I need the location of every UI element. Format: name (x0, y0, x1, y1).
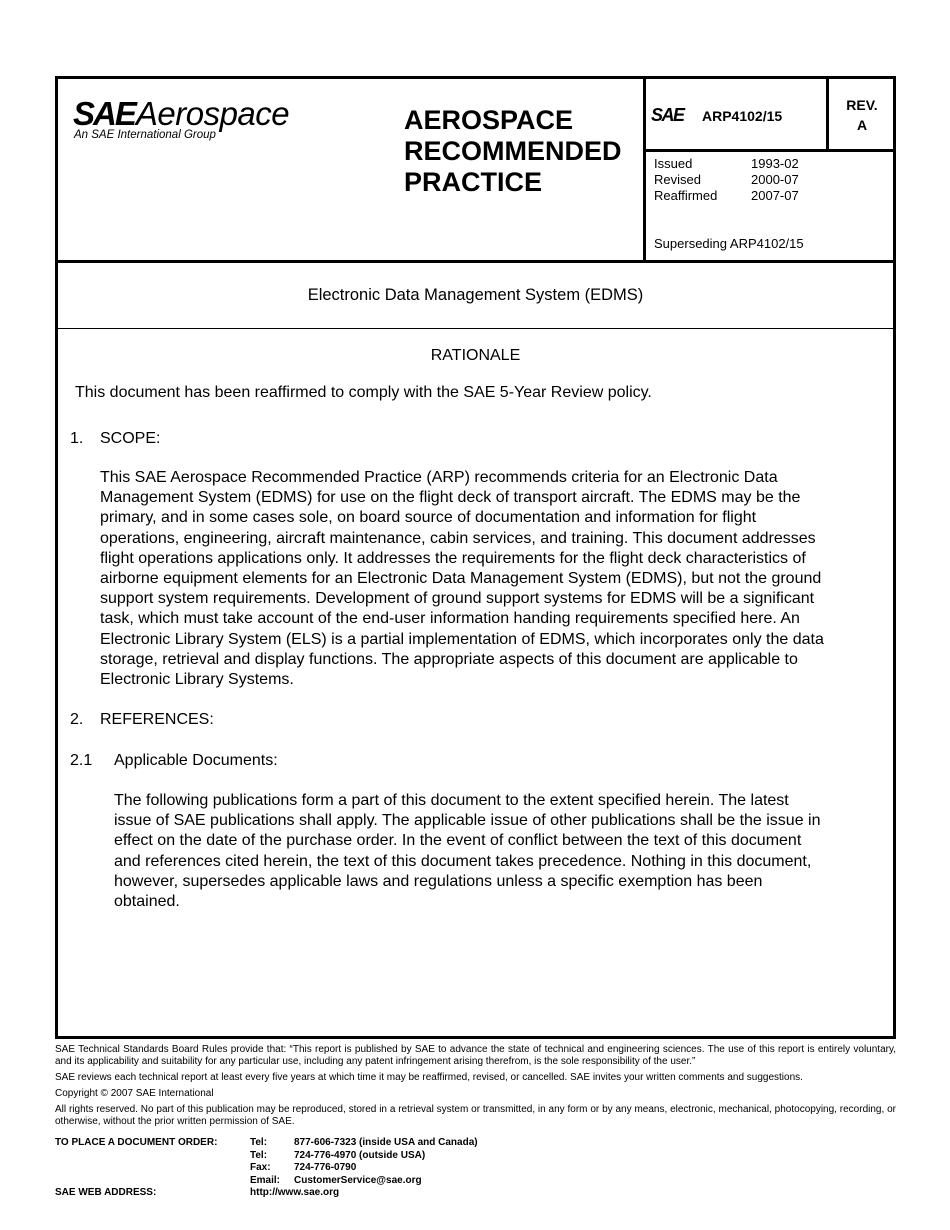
section-number: 2. (70, 711, 84, 728)
contact-value[interactable]: 724-776-4970 (outside USA) (294, 1149, 426, 1161)
paragraph-line: Electronic Library System (ELS) is a partial implementation of EDMS, which incorporates only the data (100, 630, 824, 648)
applicable-documents-heading: Applicable Documents: (114, 752, 278, 769)
date-row (654, 156, 799, 172)
date-value: 2007-07 (751, 188, 799, 203)
order-info (55, 1137, 478, 1200)
sae-aerospace-logo (73, 95, 318, 155)
legal-footer (55, 1044, 896, 1132)
revision-label: REV. (846, 97, 878, 113)
contact-row (55, 1175, 478, 1188)
header-divider (643, 149, 896, 152)
revision-value: A (856, 117, 868, 133)
paragraph-line: issue of SAE publications shall apply. The applicable issue of other publications shall be the issue in (114, 812, 821, 830)
contact-row (55, 1187, 478, 1200)
contact-row (55, 1137, 478, 1150)
rationale-text: This document has been reaffirmed to comply with the SAE 5-Year Review policy. (75, 384, 652, 401)
doc-type-line: PRACTICE (404, 167, 543, 197)
sae-mark: SAE (651, 105, 684, 125)
paragraph-line: The following publications form a part of this document to the extent specified herein. The latest (114, 792, 789, 809)
document-type (404, 105, 622, 198)
contact-label: Fax: (250, 1162, 271, 1173)
contact-row (55, 1150, 478, 1163)
date-label: Reaffirmed (654, 188, 718, 203)
revision-box (829, 95, 895, 135)
web-link[interactable]: http://www.sae.org (250, 1187, 340, 1198)
contact-label: Email: (250, 1174, 281, 1186)
document-frame (55, 76, 896, 1039)
paragraph-line: support system requirements. Development of ground support systems for EDMS will be a significant (100, 590, 815, 608)
paragraph-line: storage, retrieval and display functions. The appropriate aspects of this document are applicable to (100, 650, 798, 668)
paragraph-line: Electronic Library Systems. (100, 671, 294, 689)
applicable-documents-paragraph (114, 791, 884, 912)
references-heading: REFERENCES: (100, 711, 214, 728)
board-rules-text: SAE Technical Standards Board Rules provide that: “This report is published by SAE to advance the state of technical and engineering sciences. The use of this report is entirely voluntary, and its applicability and suitability for any particular use, including any patent infringement arising therefrom, is the sole responsibility of the user.” (55, 1044, 896, 1067)
paragraph-line: effect on the date of the purchase order. In the event of conflict between the text of this document (114, 832, 802, 850)
date-label: Revised (654, 172, 701, 187)
copyright-text: Copyright © 2007 SAE International (55, 1088, 214, 1099)
rights-text: All rights reserved. No part of this publication may be reproduced, stored in a retrieval system or transmitted, in any form or by any means, electronic, mechanical, photocopying, recording, or otherwise, without the prior written permission of SAE. (55, 1104, 896, 1127)
paragraph-line: airborne equipment elements for an Electronic Data Management System (EDMS), but not the ground (100, 570, 822, 588)
doc-type-line: RECOMMENDED (404, 136, 622, 166)
date-value: 1993-02 (751, 156, 799, 171)
date-history (654, 156, 799, 204)
date-value: 2000-07 (751, 172, 799, 187)
paragraph-line: obtained. (114, 893, 180, 911)
paragraph-line: flight operations applications only. It addresses the requirements for the flight deck characteristics of (100, 549, 806, 567)
logo-aerospace-text: Aerospace (135, 95, 290, 132)
contact-label: Tel: (250, 1149, 268, 1161)
logo-tagline: An SAE International Group (74, 129, 216, 141)
section-number: 1. (70, 430, 84, 447)
logo-sae-text: SAE (73, 95, 135, 132)
document-title: Electronic Data Management System (EDMS) (307, 286, 644, 304)
review-text: SAE reviews each technical report at least every five years at which time it may be reaffirmed, revised, or cancelled. SAE invites your written comments and suggestions. (55, 1072, 803, 1083)
document-number: ARP4102/15 (702, 108, 783, 124)
order-label: TO PLACE A DOCUMENT ORDER: (55, 1137, 218, 1148)
date-label: Issued (654, 156, 693, 171)
superseding-note: Superseding ARP4102/15 (654, 236, 804, 251)
scope-paragraph (100, 468, 880, 690)
title-divider (58, 328, 893, 329)
paragraph-line: Management System (EDMS) for use on the flight deck of transport aircraft. The EDMS may be the (100, 489, 801, 507)
paragraph-line: and references cited herein, the text of this document takes precedence. Nothing in this document, (114, 852, 812, 870)
contact-value[interactable]: 877-606-7323 (inside USA and Canada) (294, 1137, 478, 1148)
contact-value[interactable]: 724-776-0790 (294, 1162, 357, 1173)
doc-type-line: AEROSPACE (404, 105, 574, 135)
subsection-number: 2.1 (70, 752, 93, 769)
paragraph-line: operations, engineering, aircraft maintenance, cabin services, and training. This document addresses (100, 529, 816, 547)
paragraph-line: primary, and in some cases sole, on board source of documentation and information for flight (100, 509, 757, 527)
paragraph-line: task, which must take account of the end-user information handing requirements specified here. An (100, 610, 800, 628)
scope-heading: SCOPE: (100, 430, 161, 447)
paragraph-line: This SAE Aerospace Recommended Practice (ARP) recommends criteria for an Electronic Data (100, 469, 778, 486)
paragraph-line: however, supersedes applicable laws and regulations unless a specific exemption has been (114, 872, 763, 890)
web-label: SAE WEB ADDRESS: (55, 1187, 157, 1198)
email-link[interactable]: CustomerService@sae.org (294, 1174, 422, 1186)
header-divider (643, 79, 646, 260)
date-row (654, 188, 799, 204)
header-divider (58, 260, 893, 263)
contact-label: Tel: (250, 1137, 268, 1148)
rationale-heading: RATIONALE (430, 347, 521, 364)
date-row (654, 172, 799, 188)
contact-row (55, 1162, 478, 1175)
